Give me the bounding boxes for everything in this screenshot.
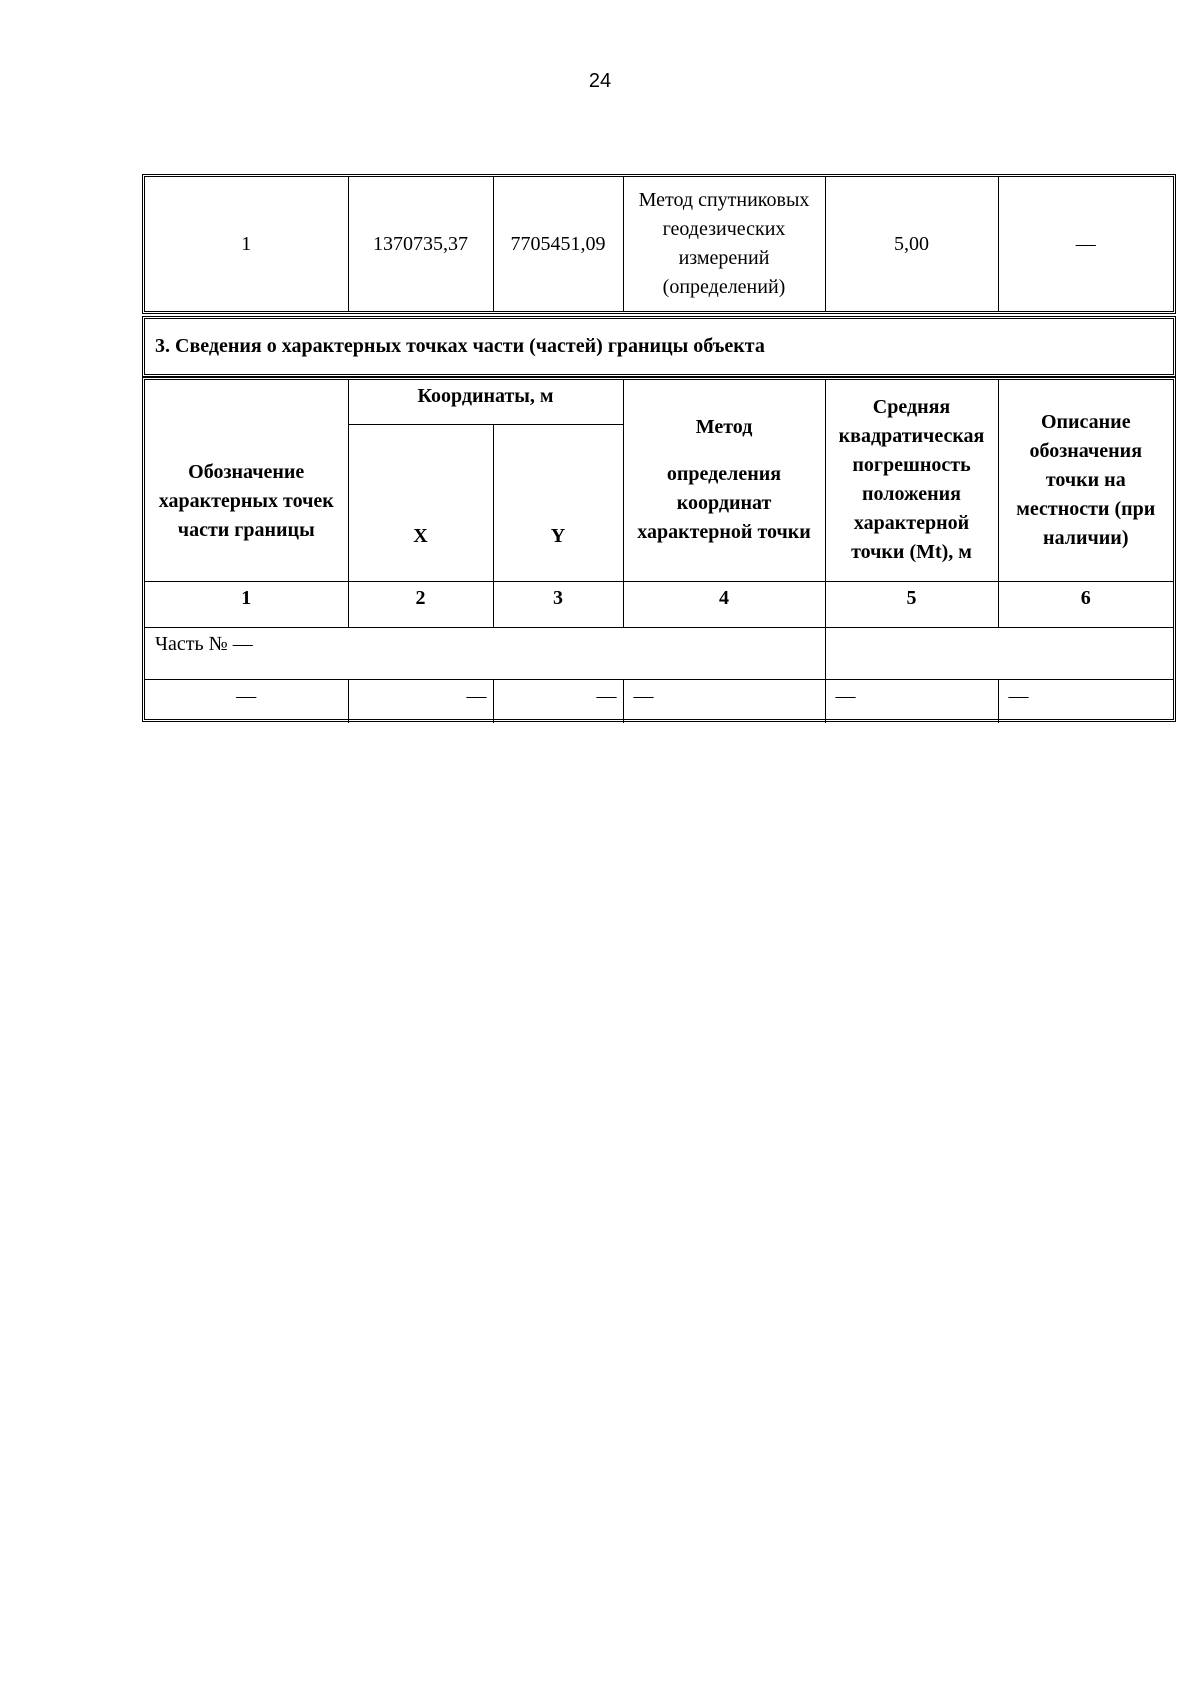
table-row	[145, 679, 1173, 723]
method-header-title: Метод	[695, 416, 753, 439]
section-title: 3. Сведения о характерных точках части (частей) границы объекта	[155, 335, 765, 357]
column-numbers-row	[145, 581, 1173, 627]
x-header: X	[348, 424, 493, 581]
accuracy-header: Средняя квадратическая погрешность положения характерной точки (Mt), м	[825, 380, 998, 581]
point-number-cell: 1	[145, 177, 348, 311]
column-number: 4	[623, 581, 825, 627]
page-number: 24	[588, 70, 612, 92]
description-cell: —	[998, 177, 1173, 311]
designation-header: Обозначение характерных точек части границы	[145, 380, 348, 581]
x-coordinate-cell: 1370735,37	[348, 177, 493, 311]
coordinates-header: Координаты, м	[348, 380, 623, 424]
column-number: 1	[145, 581, 348, 627]
accuracy-cell: 5,00	[825, 177, 998, 311]
section-title-block	[142, 316, 1176, 377]
empty-value-cell: —	[348, 679, 493, 723]
part-empty-cell	[825, 627, 1173, 679]
table-row	[145, 177, 1173, 311]
part-boundary-points-table	[142, 377, 1176, 722]
part-row	[145, 627, 1173, 679]
y-header: Y	[493, 424, 623, 581]
column-number: 5	[825, 581, 998, 627]
column-number: 2	[348, 581, 493, 627]
method-header	[623, 380, 825, 581]
method-cell: Метод спутниковых геодезических измерений (определений)	[623, 177, 825, 311]
description-header: Описание обозначения точки на местности (при наличии)	[998, 380, 1173, 581]
header-row	[145, 380, 1173, 424]
empty-value-cell: —	[998, 679, 1173, 723]
column-number: 6	[998, 581, 1173, 627]
part-label: Часть № —	[145, 627, 825, 679]
empty-value-cell: —	[493, 679, 623, 723]
method-header-rest: определения координат характерной точки	[637, 463, 811, 544]
coordinates-continuation-table	[142, 174, 1176, 314]
column-number: 3	[493, 581, 623, 627]
y-coordinate-cell: 7705451,09	[493, 177, 623, 311]
empty-value-cell: —	[145, 679, 348, 723]
empty-value-cell: —	[623, 679, 825, 723]
empty-value-cell: —	[825, 679, 998, 723]
